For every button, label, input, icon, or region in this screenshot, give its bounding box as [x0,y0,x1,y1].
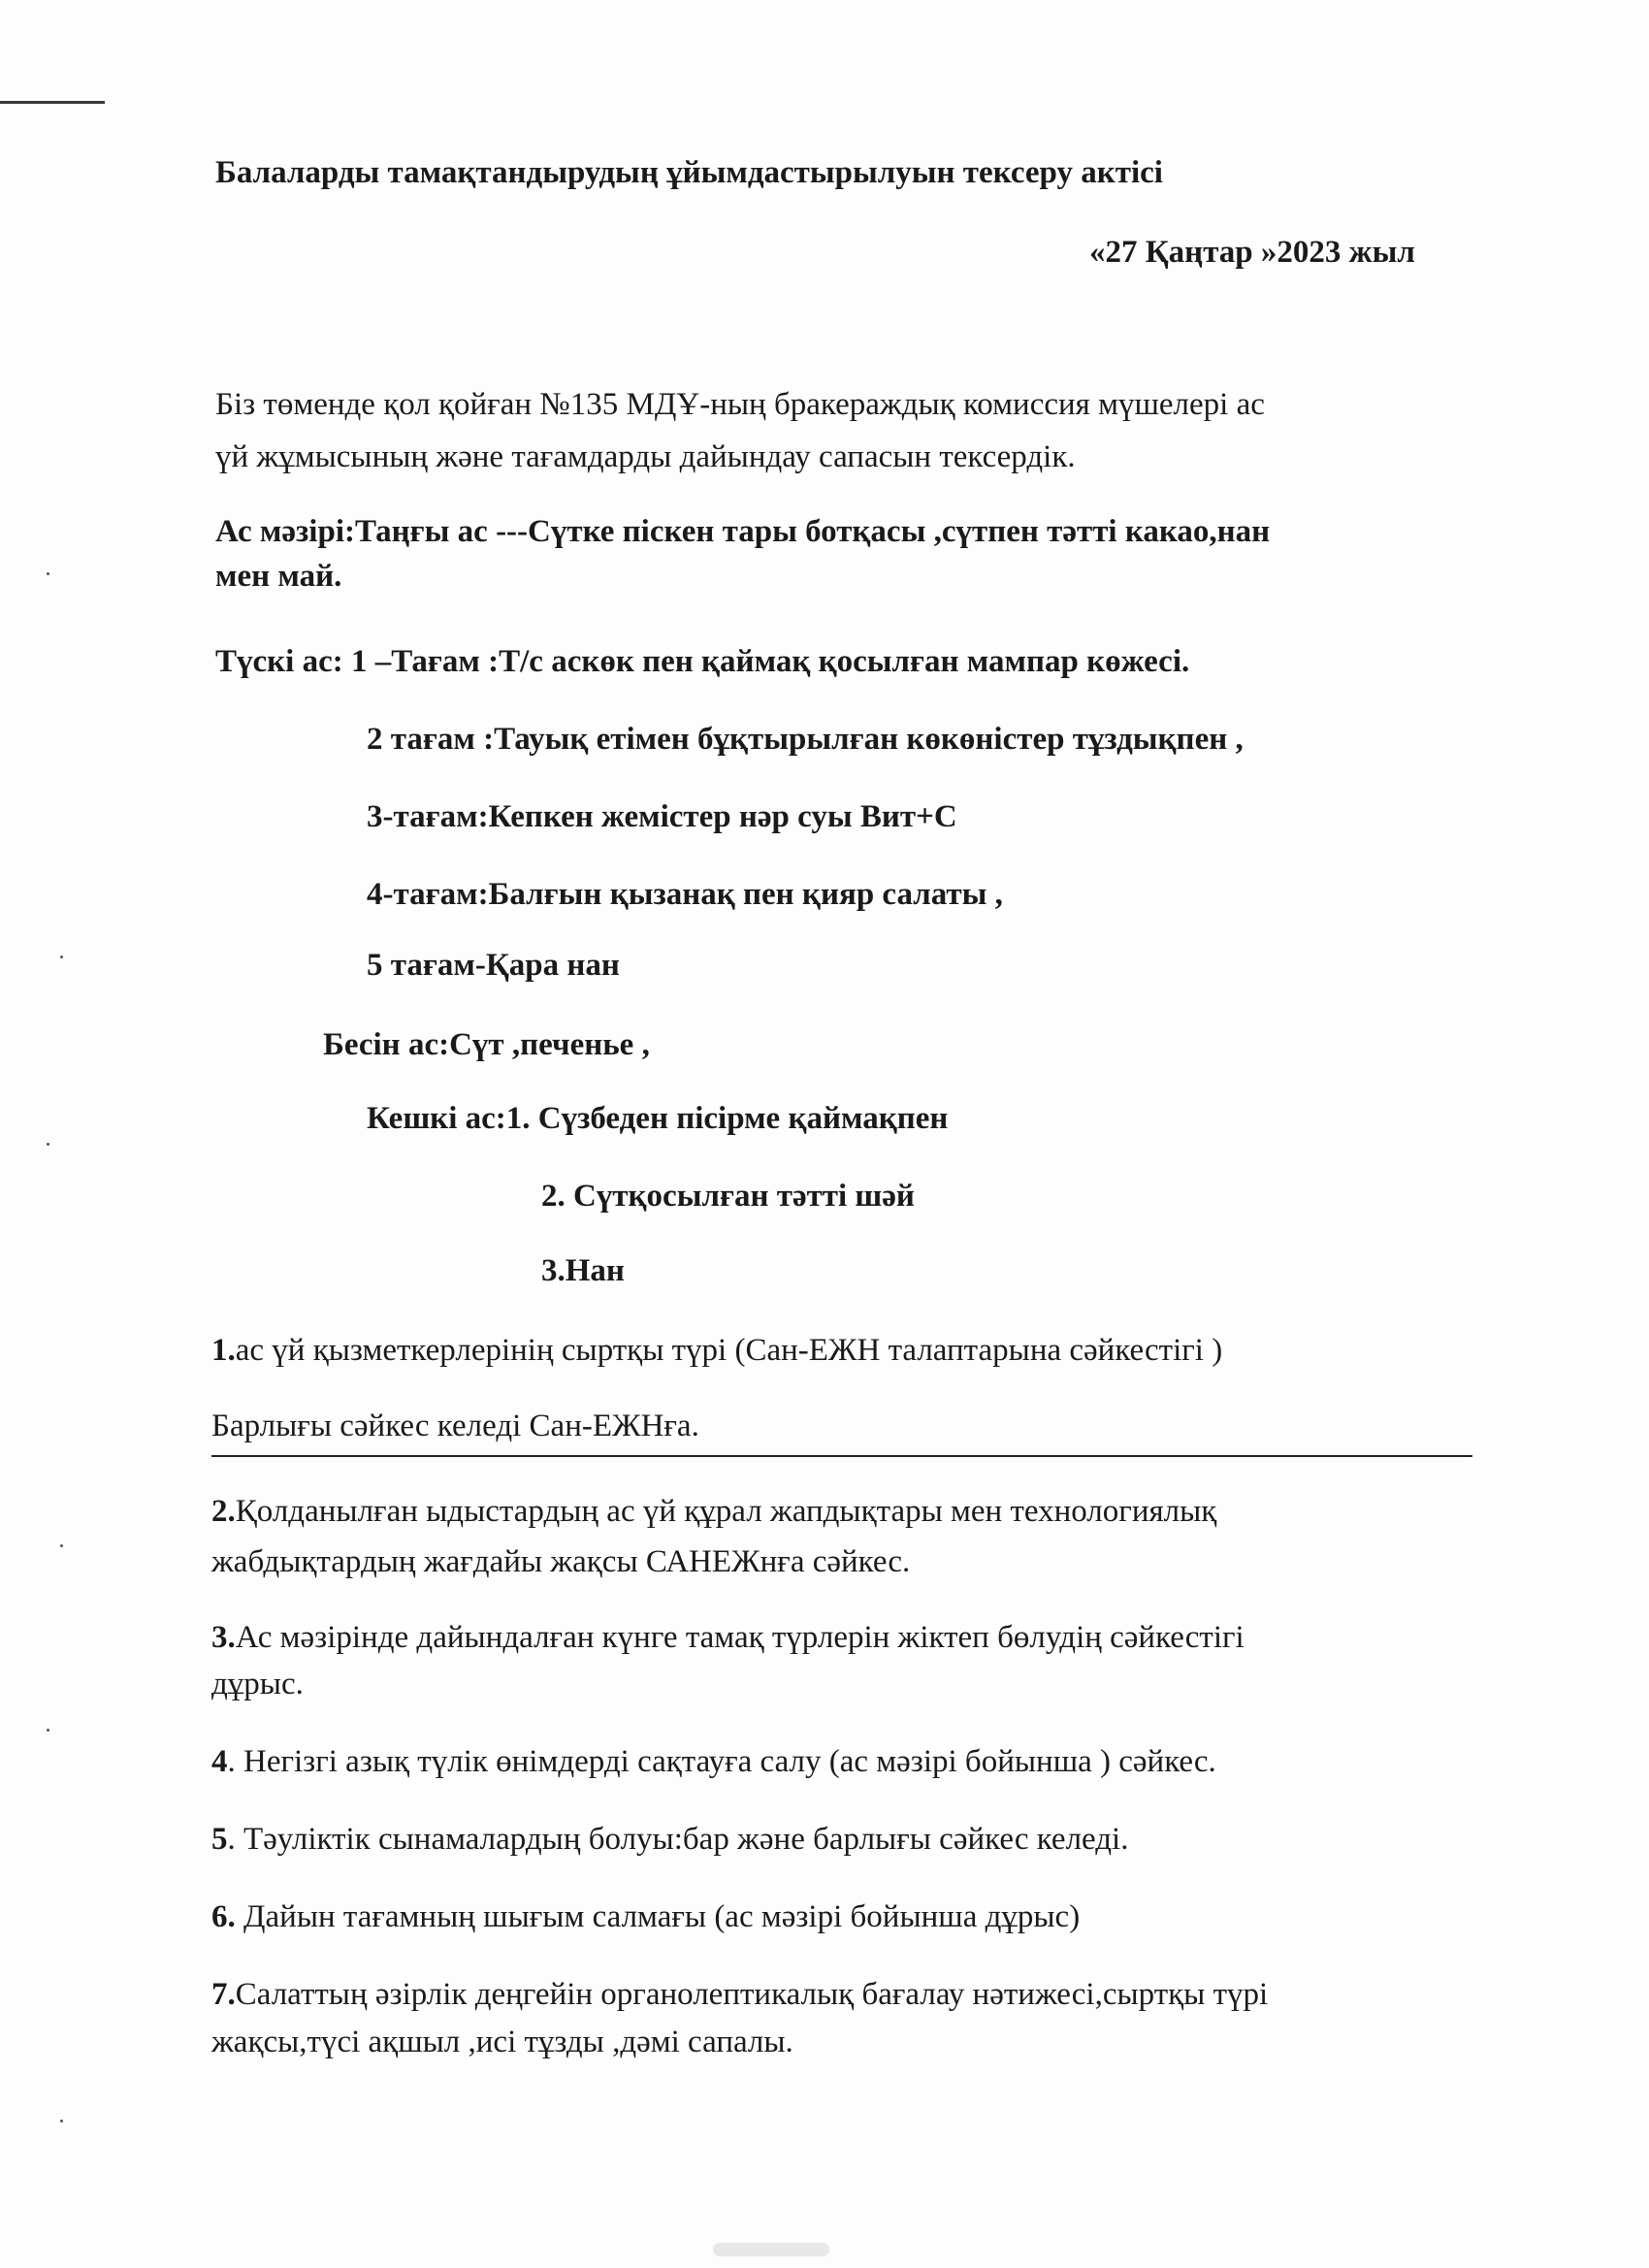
check-item-1 [211,1331,1222,1370]
menu-dinner-3: 3.Нан [541,1253,625,1288]
separator-line [211,1455,1472,1457]
check-item-2 [211,1492,1216,1531]
item-text: Ас мәзірінде дайындалған күнге тамақ түрлерін жіктеп бөлудің сәйкестігі [235,1620,1245,1655]
scan-edge-mark [0,101,105,104]
menu-dinner-2: 2. Сүтқосылған тәтті шәй [541,1179,915,1214]
check-item-3 [211,1618,1245,1657]
item-text: Қолданылған ыдыстардың ас үй құрал жапдықтары мен технологиялық [235,1494,1217,1529]
scan-speck [47,1729,49,1732]
intro-line-2: үй жұмысының және тағамдарды дайындау сапасын тексердік. [215,439,1076,474]
menu-lunch-4: 4-тағам:Балғын қызанақ пен қияр салаты , [367,877,1003,912]
item-text: . Негізгі азық түлік өнімдерді сақтауға салу (ас мәзірі бойынша ) сәйкес. [227,1744,1216,1779]
menu-breakfast-line-2: мен май. [215,559,342,594]
item-number: 6. [211,1899,236,1934]
scan-speck [47,572,49,575]
menu-lunch-5: 5 тағам-Қара нан [367,948,620,983]
item-number: 7. [211,1977,236,2012]
menu-lunch-1: Түскі ас: 1 –Тағам :Т/с аскөк пен қаймақ қосылған мампар көжесі. [215,644,1190,679]
scan-speck [60,1544,63,1547]
check-item-4 [211,1742,1216,1781]
item-text: Дайын тағамның шығым салмағы (ас мәзірі бойынша дұрыс) [235,1899,1081,1934]
scan-speck [47,1143,49,1146]
document-title: Балаларды тамақтандырудың ұйымдастырылуын тексеру актісі [215,155,1163,190]
menu-breakfast-line-1: Ас мәзірі:Таңғы ас ---Сүтке піскен тары ботқасы ,сүтпен тәтті какао,нан [215,514,1271,549]
menu-snack: Бесін ас:Сүт ,печенье , [323,1027,650,1062]
check-item-7 [211,1975,1268,2014]
check-item-1-answer: Барлығы сәйкес келеді Сан-ЕЖНға. [211,1409,699,1443]
check-item-2-line-2: жабдықтардың жағдайы жақсы САНЕЖнға сәйкес. [211,1544,911,1579]
document-date: «27 Қаңтар »2023 жыл [1089,235,1415,270]
scan-speck [60,956,63,958]
menu-dinner-1: Кешкі ас:1. Сүзбеден пісірме қаймақпен [367,1101,949,1136]
check-item-7-line-2: жақсы,түсі ақшыл ,исі тұзды ,дәмі сапалы. [211,2025,793,2059]
item-text: Салаттың әзірлік деңгейін органолептикалық бағалау нәтижесі,сыртқы түрі [235,1977,1269,2012]
scan-speck [60,2120,63,2122]
menu-lunch-2: 2 тағам :Тауық етімен бұқтырылған көкөністер тұздықпен , [367,722,1244,757]
item-number: 5 [211,1822,228,1857]
scan-smudge [713,2243,829,2256]
check-item-6 [211,1897,1080,1936]
menu-lunch-3: 3-тағам:Кепкен жемістер нәр суы Вит+С [367,799,957,834]
item-text: ас үй қызметкерлерінің сыртқы түрі (Сан-ЕЖН талаптарына сәйкестігі ) [235,1333,1223,1368]
check-item-5 [211,1820,1128,1859]
item-text: . Тәуліктік сынамалардың болуы:бар және барлығы сәйкес келеді. [227,1822,1129,1857]
item-number: 3. [211,1620,236,1655]
item-number: 1. [211,1333,236,1368]
item-number: 4 [211,1744,228,1779]
check-item-3-line-2: дұрыс. [211,1667,304,1701]
intro-line-1: Біз төменде қол қойған №135 МДҰ-ның бракераждық комиссия мүшелері ас [215,387,1265,422]
item-number: 2. [211,1494,236,1529]
